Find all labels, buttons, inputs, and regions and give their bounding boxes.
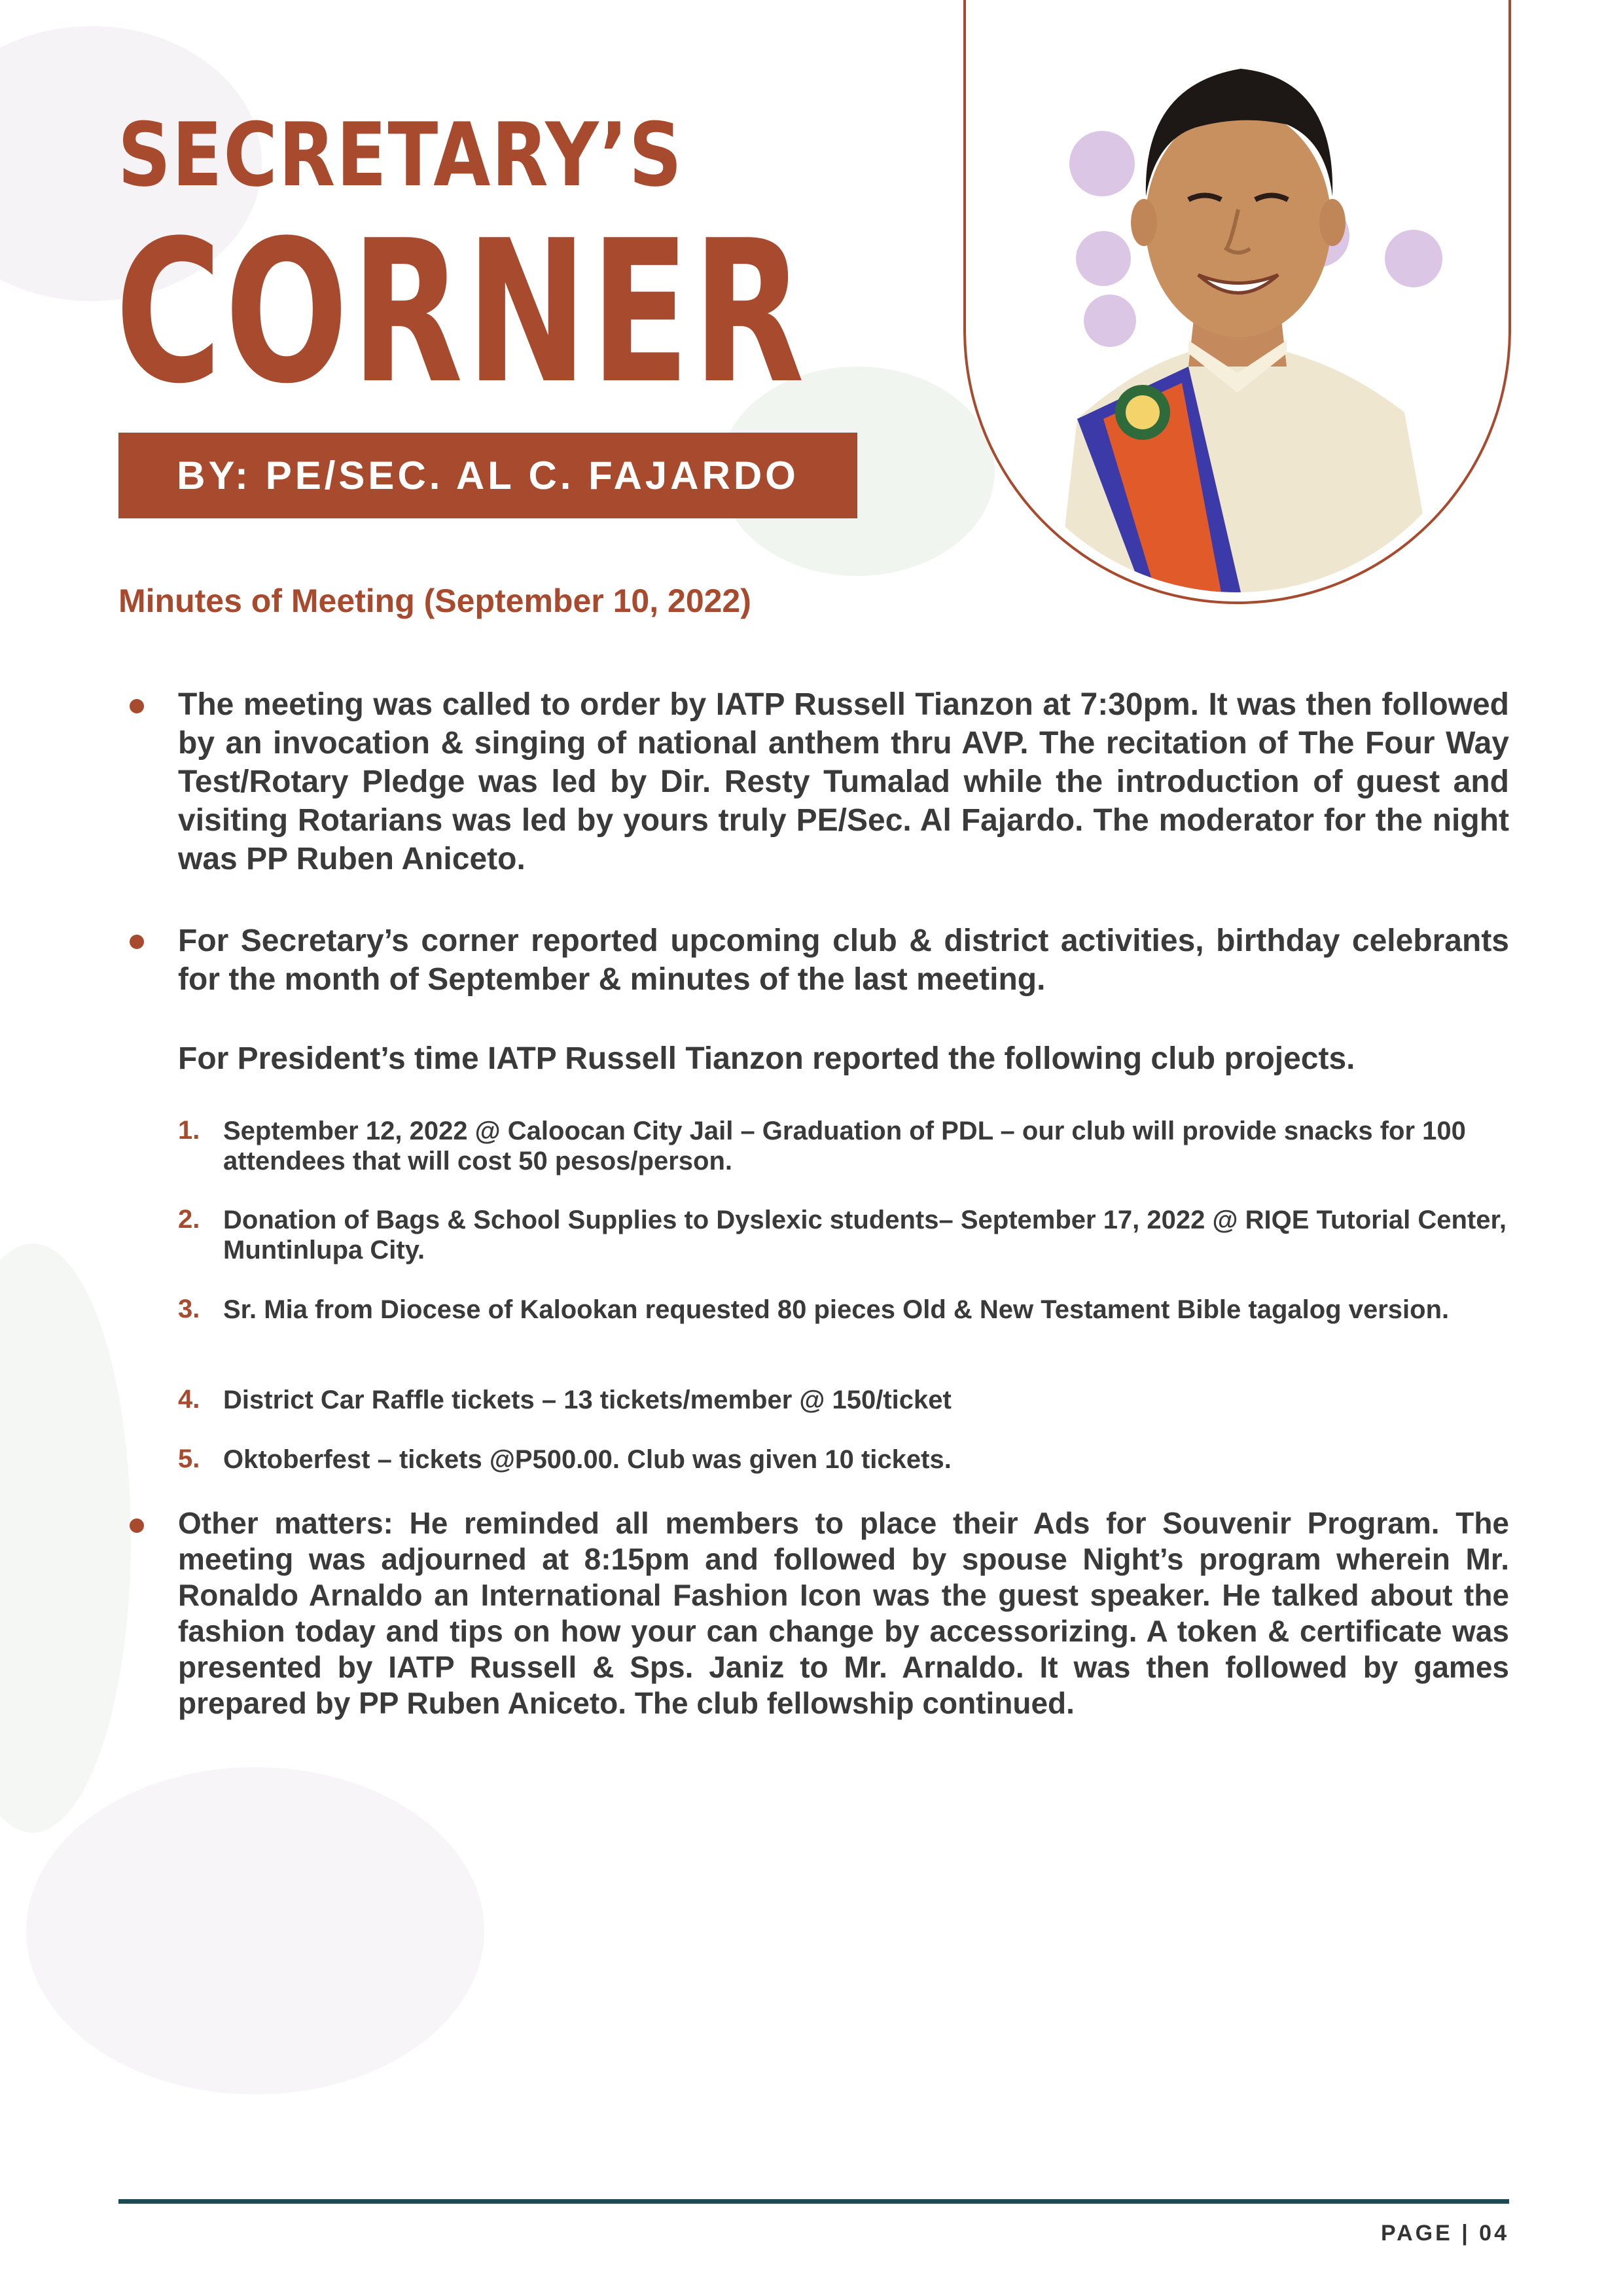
paragraph-secretary-report: For Secretary’s corner reported upcoming club & district activities, birthday celebrants for the month of September & minutes of the last meeting. [178, 924, 1509, 997]
list-item-project: Oktoberfest – tickets @P500.00. Club was given 10 tickets. [223, 1445, 952, 1474]
list-item-project: September 12, 2022 @ Caloocan City Jail – Graduation of PDL – our club will provide snacks for 100 attendees that will cost 50 pesos/person. [223, 1117, 1466, 1175]
list-item-number: 4. [178, 1385, 200, 1414]
paragraph-other-matters: Other matters: He reminded all members to place their Ads for Souvenir Program. The meeting was adjourned at 8:15pm and followed by spouse Night’s program wherein Mr. Ronaldo Arnaldo an International Fashion Icon was the guest speaker. He talked about the fashion today and tips on how your can change by accessorizing. A token & certificate was presented by IATP Russell & Sps. Janiz to Mr. Arnaldo. It was then followed by games prepared by PP Ruben Aniceto. The club fellowship continued. [178, 1506, 1509, 1720]
minutes-subtitle: Minutes of Meeting (September 10, 2022) [118, 583, 751, 619]
heading-corner: CORNER [115, 198, 808, 427]
list-item-project: District Car Raffle tickets – 13 tickets/member @ 150/ticket [223, 1386, 952, 1414]
bullet-dot [130, 935, 144, 949]
paragraph-president-time: For President’s time IATP Russell Tianzon reported the following club projects. [178, 1041, 1355, 1076]
paragraph-call-to-order: The meeting was called to order by IATP Russell Tianzon at 7:30pm. It was then followed by an invocation & singing of national anthem thru AVP. The recitation of The Four Way Test/Rotary Pledge was led by Dir. Resty Tumalad while the introduction of guest and visiting Rotarians was led by yours truly PE/Sec. Al Fajardo. The moderator for the night was PP Ruben Aniceto. [178, 687, 1509, 876]
footer-divider [118, 2199, 1509, 2204]
list-item-number: 3. [178, 1295, 200, 1323]
background-splash [26, 1767, 484, 2094]
list-item-number: 5. [178, 1444, 200, 1473]
list-item-number: 1. [178, 1116, 200, 1145]
heading-secretarys: SECRETARY’S [118, 104, 683, 206]
background-splash [0, 1244, 131, 1833]
list-item-number: 2. [178, 1205, 200, 1234]
byline-banner: BY: PE/SEC. AL C. FAJARDO [118, 433, 857, 518]
bullet-dot [130, 699, 144, 713]
bullet-dot [130, 1518, 144, 1533]
portrait-photo [979, 0, 1495, 592]
portrait-illustration [979, 0, 1495, 592]
list-item-project: Donation of Bags & School Supplies to Dyslexic students– September 17, 2022 @ RIQE Tutorial Center, Muntinlupa City. [223, 1206, 1507, 1265]
list-item-project: Sr. Mia from Diocese of Kalookan requested 80 pieces Old & New Testament Bible tagalog version. [223, 1295, 1450, 1324]
page-number: PAGE | 04 [1380, 2221, 1509, 2246]
